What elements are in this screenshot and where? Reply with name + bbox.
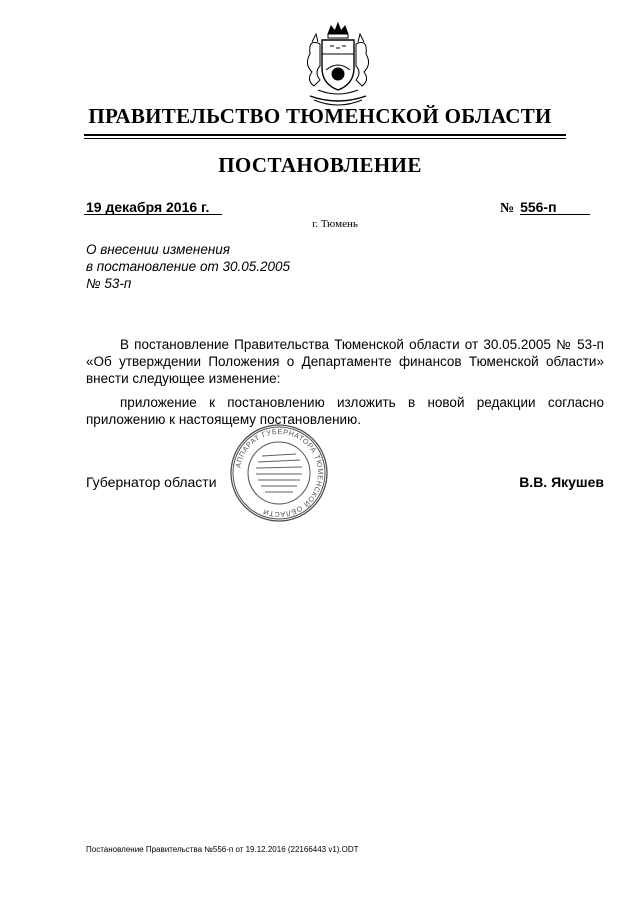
- document-subject: [86, 241, 290, 292]
- document-body: [86, 336, 604, 428]
- stamp-ring-text: АППАРАТ ГУБЕРНАТОРА ТЮМЕНСКОЙ ОБЛАСТИ: [233, 426, 326, 520]
- city-label: г. Тюмень: [312, 218, 358, 230]
- document-date: 19 декабря 2016 г.: [86, 199, 210, 215]
- organization-title: ПРАВИТЕЛЬСТВО ТЮМЕНСКОЙ ОБЛАСТИ: [88, 104, 552, 128]
- coat-of-arms-emblem: [290, 20, 386, 114]
- number-underline: [520, 214, 590, 215]
- subject-line: № 53-п: [86, 276, 132, 291]
- subject-line: в постановление от 30.05.2005: [86, 259, 291, 274]
- header-rule-thin: [84, 138, 566, 139]
- subject-line: О внесении изменения: [86, 242, 231, 257]
- signer-name: В.В. Якушев: [519, 474, 604, 490]
- header-rule: [84, 134, 566, 136]
- document-type: ПОСТАНОВЛЕНИЕ: [218, 153, 422, 177]
- signer-title: Губернатор области: [86, 474, 217, 490]
- official-stamp-seal: [228, 422, 330, 524]
- number-value: 556-п: [520, 199, 557, 215]
- footer-document-reference: Постановление Правительства №556-п от 19.12.2016 (22166443 v1).ODT: [86, 845, 359, 854]
- number-sign: №: [500, 201, 515, 216]
- date-underline: [84, 214, 222, 215]
- body-paragraph: В постановление Правительства Тюменской области от 30.05.2005 № 53-п «Об утверждении Положения о Департаменте финансов Тюменской области» внести следующее изменение:: [86, 337, 604, 386]
- body-paragraph: приложение к постановлению изложить в новой редакции согласно приложению к настоящему постановлению.: [86, 395, 604, 427]
